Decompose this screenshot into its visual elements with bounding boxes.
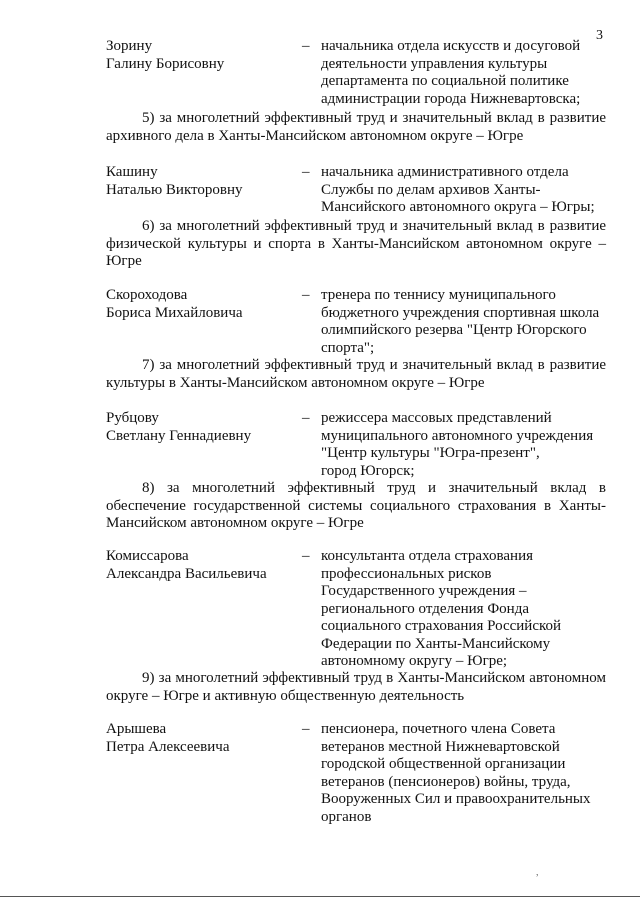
description-line: регионального отделения Фонда	[321, 600, 530, 617]
person-name	[106, 164, 286, 199]
description-line: профессиональных рисков	[321, 565, 492, 582]
description-line: автономному округу – Югре;	[321, 653, 508, 669]
given-names: Петра Алексеевича	[106, 738, 230, 755]
description-line: Федерации по Ханты-Мансийскому	[321, 635, 551, 652]
description-line: город Югорск;	[321, 462, 415, 479]
person-name	[106, 548, 286, 583]
paragraph-line: 6) за многолетний эффективный труд и значительный вклад в развитие	[142, 218, 606, 234]
description-line: пенсионера, почетного члена Совета	[321, 721, 556, 737]
paragraph-line: 5) за многолетний эффективный труд и значительный вклад в развитие	[142, 110, 606, 126]
given-names: Светлану Геннадиевну	[106, 427, 252, 444]
description-line: тренера по теннису муниципального	[321, 287, 556, 303]
surname: Рубцову	[106, 410, 159, 426]
description-line: начальника отдела искусств и досуговой	[321, 38, 581, 54]
paragraph-line: Мансийском автономном округе – Югре	[106, 515, 364, 531]
description-line: "Центр культуры "Югра-презент",	[321, 445, 540, 461]
paragraph-line: Югре	[106, 253, 142, 269]
person-name	[106, 410, 286, 445]
award-category-paragraph	[106, 480, 606, 533]
bottom-rule	[0, 896, 640, 897]
description-line: социального страхования Российской	[321, 618, 562, 634]
dash: –	[302, 410, 310, 426]
dash: –	[302, 721, 310, 737]
surname: Комиссарова	[106, 548, 189, 564]
paragraph-line: культуры в Ханты-Мансийском автономном округе – Югре	[106, 374, 485, 391]
scan-speck: ,	[536, 867, 539, 878]
given-names: Александра Васильевича	[106, 565, 267, 582]
description-line: администрации города Нижневартовска;	[321, 90, 581, 107]
dash: –	[302, 548, 310, 564]
position-description	[321, 410, 621, 480]
paragraph-line: 9) за многолетний эффективный труд в Ханты-Мансийском автономном	[142, 670, 606, 686]
position-description	[321, 721, 621, 826]
description-line: Вооруженных Сил и правоохранительных	[321, 791, 591, 807]
given-names: Галину Борисовну	[106, 55, 225, 72]
paragraph-line: архивного дела в Ханты-Мансийском автономном округе – Югре	[106, 127, 524, 144]
surname: Арышева	[106, 721, 167, 737]
dash: –	[302, 287, 310, 303]
position-description	[321, 548, 621, 671]
description-line: режиссера массовых представлений	[321, 410, 552, 426]
dash: –	[302, 38, 310, 54]
given-names: Наталью Викторовну	[106, 181, 243, 198]
given-names: Бориса Михайловича	[106, 304, 243, 321]
surname: Зорину	[106, 38, 153, 54]
surname: Кашину	[106, 164, 158, 180]
page-number: 3	[596, 28, 603, 43]
description-line: Мансийского автономного округа – Югры;	[321, 199, 595, 215]
description-line: департамента по социальной политике	[321, 73, 569, 89]
award-category-paragraph	[106, 670, 606, 705]
description-line: городской общественной организации	[321, 756, 566, 772]
position-description	[321, 164, 621, 217]
description-line: бюджетного учреждения спортивная школа	[321, 304, 600, 321]
description-line: ветеранов местной Нижневартовской	[321, 738, 560, 755]
position-description	[321, 287, 621, 357]
description-line: Государственного учреждения –	[321, 583, 527, 599]
paragraph-line: округе – Югре и активную общественную деятельность	[106, 687, 465, 704]
surname: Скороходова	[106, 287, 188, 303]
description-line: ветеранов (пенсионеров) войны, труда,	[321, 773, 571, 790]
award-category-paragraph	[106, 110, 606, 145]
description-line: консультанта отдела страхования	[321, 548, 533, 564]
description-line: начальника административного отдела	[321, 164, 569, 180]
description-line: олимпийского резерва "Центр Югорского	[321, 322, 587, 338]
paragraph-line: физической культуры и спорта в Ханты-Мансийском автономном округе –	[106, 235, 606, 252]
person-name	[106, 287, 286, 322]
award-category-paragraph	[106, 357, 606, 392]
dash: –	[302, 164, 310, 180]
description-line: деятельности управления культуры	[321, 55, 548, 72]
person-name	[106, 38, 286, 73]
paragraph-line: обеспечение государственной системы социального страхования в Ханты-	[106, 497, 606, 514]
description-line: спорта";	[321, 339, 375, 356]
paragraph-line: 7) за многолетний эффективный труд и значительный вклад в развитие	[142, 357, 606, 373]
award-category-paragraph	[106, 218, 606, 271]
description-line: органов	[321, 808, 372, 825]
person-name	[106, 721, 286, 756]
paragraph-line: 8) за многолетний эффективный труд и значительный вклад в	[142, 480, 606, 496]
position-description	[321, 38, 621, 108]
description-line: муниципального автономного учреждения	[321, 427, 594, 444]
description-line: Службы по делам архивов Ханты-	[321, 181, 541, 198]
